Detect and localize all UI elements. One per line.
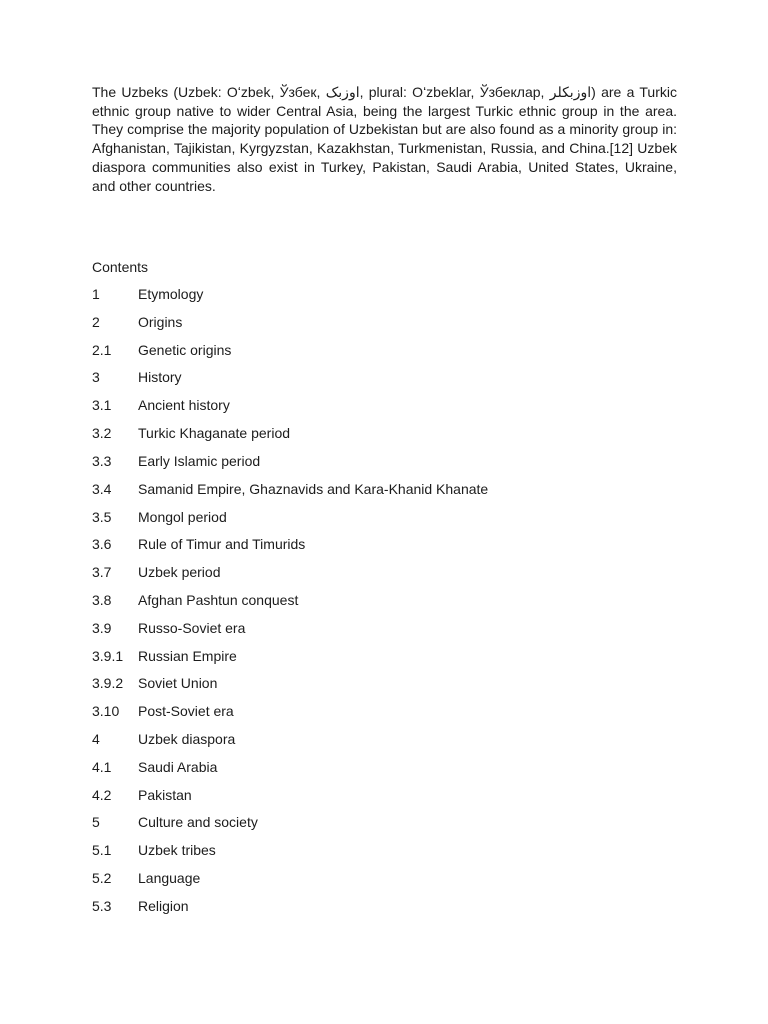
toc-entry: [92, 782, 677, 810]
toc-entry-title: Religion: [138, 897, 189, 914]
toc-entry: [92, 726, 677, 754]
toc-entry-title: Turkic Khaganate period: [138, 425, 291, 442]
toc-entry-title: Pakistan: [138, 786, 192, 803]
toc-entry-title: Uzbek diaspora: [138, 731, 236, 747]
toc-entry: [92, 309, 677, 337]
toc-entry-number: 3.2: [92, 425, 112, 442]
toc-entry-title: Origins: [138, 313, 183, 330]
toc-entry: [92, 504, 677, 532]
toc-entry-number: 3.9.2: [92, 675, 124, 692]
toc-entry: [92, 392, 677, 420]
toc-entry-number: 3.5: [92, 508, 112, 525]
toc-entry: [92, 670, 677, 698]
table-of-contents: [92, 281, 677, 921]
toc-entry: [92, 809, 677, 837]
contents-heading: Contents: [92, 259, 149, 275]
toc-entry: [92, 754, 677, 782]
toc-entry: [92, 837, 677, 865]
toc-entry-number: 5.2: [92, 870, 112, 887]
toc-entry-title: Rule of Timur and Timurids: [138, 536, 306, 553]
toc-entry: [92, 615, 677, 643]
toc-entry-title: Genetic origins: [138, 341, 232, 358]
toc-entry-title: Mongol period: [138, 508, 227, 525]
toc-entry-number: 3.1: [92, 397, 112, 414]
toc-entry-number: 5.1: [92, 842, 112, 859]
toc-entry-title: History: [138, 369, 182, 386]
toc-entry-number: 3.7: [92, 564, 112, 581]
toc-entry: [92, 531, 677, 559]
toc-entry-number: 4: [92, 731, 100, 747]
toc-entry: [92, 698, 677, 726]
toc-entry-number: 1: [92, 286, 100, 302]
toc-entry-number: 4.1: [92, 758, 112, 775]
toc-entry: [92, 893, 677, 921]
toc-entry: [92, 448, 677, 476]
toc-entry-title: Soviet Union: [138, 675, 218, 692]
toc-entry-number: 3.9: [92, 619, 112, 636]
toc-entry: [92, 476, 677, 504]
toc-entry-title: Uzbek tribes: [138, 842, 216, 859]
toc-entry: [92, 337, 677, 365]
toc-entry-title: Afghan Pashtun conquest: [138, 591, 299, 608]
toc-entry-number: 5: [92, 814, 100, 831]
toc-entry: [92, 587, 677, 615]
toc-entry-title: Samanid Empire, Ghaznavids and Kara-Khanid Khanate: [138, 480, 489, 497]
toc-entry-number: 4.2: [92, 786, 112, 803]
toc-entry-number: 2: [92, 313, 100, 330]
toc-entry-number: 3.6: [92, 536, 112, 553]
toc-entry-title: Saudi Arabia: [138, 758, 218, 775]
toc-entry-title: Etymology: [138, 286, 204, 302]
toc-entry-title: Russo-Soviet era: [138, 619, 246, 636]
toc-entry-number: 3: [92, 369, 100, 386]
toc-entry: [92, 643, 677, 671]
toc-entry-number: 3.3: [92, 452, 112, 469]
toc-entry: [92, 420, 677, 448]
toc-entry-number: 2.1: [92, 341, 112, 358]
toc-entry-title: Ancient history: [138, 397, 230, 414]
toc-entry: [92, 364, 677, 392]
toc-entry-title: Early Islamic period: [138, 452, 261, 469]
toc-entry-number: 3.8: [92, 591, 112, 608]
toc-entry-title: Uzbek period: [138, 564, 221, 581]
toc-entry-number: 3.10: [92, 703, 120, 720]
toc-entry-title: Russian Empire: [138, 647, 237, 664]
toc-entry-title: Post-Soviet era: [138, 703, 234, 720]
toc-entry: [92, 865, 677, 893]
intro-paragraph: The Uzbeks (Uzbek: Oʻzbek, Ўзбек, اوزبک, plural: Oʻzbeklar, Ўзбеклар, اوزبكلر) are a Turkic ethnic group native to wider Central Asia, being the largest Turkic ethnic group in the area. They comprise the majority population of Uzbekistan but are also found as a minority group in: Afghanistan, Tajikistan, Kyrgyzstan, Kazakhstan, Turkmenistan, Russia, and China.[12] Uzbek diaspora communities also exist in Turkey, Pakistan, Saudi Arabia, United States, Ukraine, and other countries.: [92, 84, 677, 194]
toc-entry-number: 3.4: [92, 480, 112, 497]
toc-entry: [92, 559, 677, 587]
toc-entry: [92, 281, 677, 309]
toc-entry-title: Culture and society: [138, 814, 258, 831]
toc-entry-number: 5.3: [92, 897, 112, 914]
toc-entry-number: 3.9.1: [92, 647, 124, 664]
toc-entry-title: Language: [138, 870, 201, 887]
